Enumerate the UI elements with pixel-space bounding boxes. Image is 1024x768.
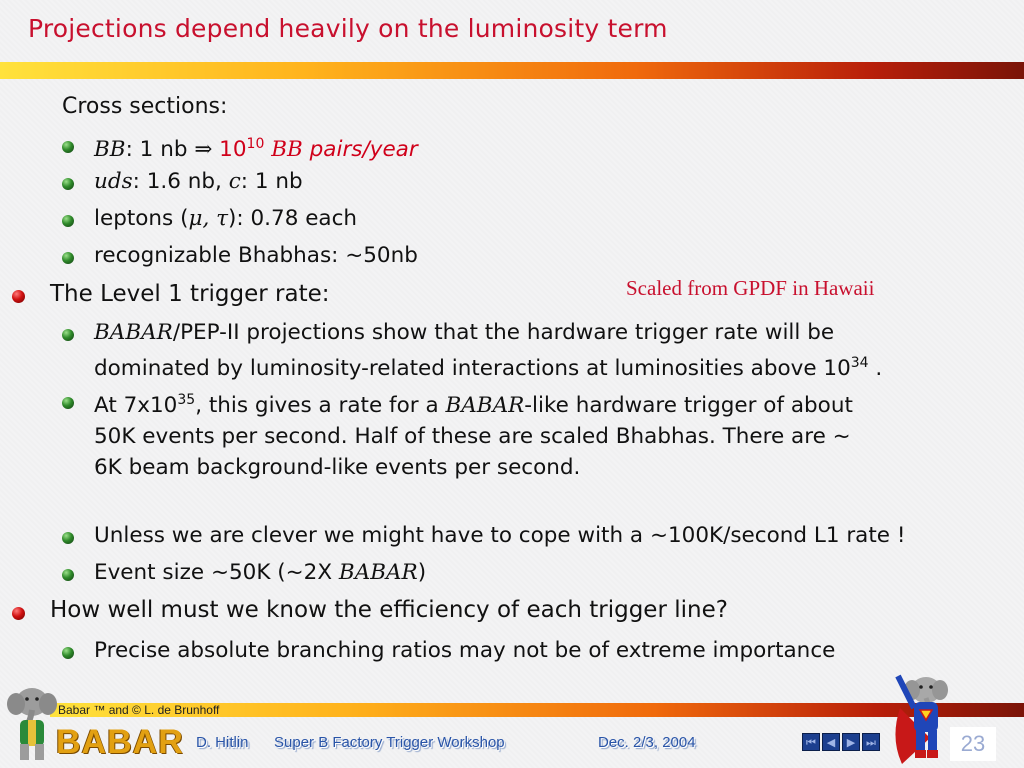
efficiency-heading: How well must we know the efficiency of each trigger line?	[50, 597, 728, 623]
rate-lead: At 7x10	[94, 393, 178, 419]
branching-paragraph: Precise absolute branching ratios may not be of extreme importance	[94, 638, 836, 663]
first-slide-button[interactable]: ⏮	[802, 733, 820, 751]
rate-exponent: 35	[177, 392, 196, 408]
luminosity-exponent: 34	[850, 355, 869, 371]
bb-pairs-label: pairs/year	[302, 137, 418, 163]
red-bullet-icon	[12, 290, 25, 303]
bb-symbol: BB	[94, 137, 126, 163]
projection-paragraph	[94, 317, 882, 384]
projection-line-2-end: .	[868, 356, 883, 382]
copyright-text: Babar ™ and © L. de Brunhoff	[58, 703, 220, 717]
bb-pairs-symbol: BB	[271, 137, 303, 163]
green-bullet-icon	[62, 569, 74, 581]
babar-name: BABAR	[94, 320, 173, 345]
scaled-note: Scaled from GPDF in Hawaii	[626, 276, 875, 300]
uds-value: : 1.6 nb,	[132, 169, 229, 194]
rate-mid: , this gives a rate for a	[195, 393, 446, 419]
event-size-lead: Event size ~50K (~2X	[94, 560, 339, 585]
slide-title: Projections depend heavily on the luminosity term	[28, 14, 668, 43]
superhero-elephant-icon	[890, 668, 956, 766]
bb-rate	[219, 137, 418, 162]
level1-heading: The Level 1 trigger rate:	[50, 281, 330, 307]
clever-paragraph: Unless we are clever we might have to cope with a ~100K/second L1 rate !	[94, 523, 906, 548]
leptons-label: leptons (	[94, 206, 189, 231]
projection-line-2: dominated by luminosity-related interactions at luminosities above 10	[94, 356, 851, 382]
lepton-symbols: μ, τ	[188, 206, 229, 231]
footer-event: Super B Factory Trigger Workshop	[274, 734, 505, 751]
previous-slide-button[interactable]: ◀	[822, 733, 840, 751]
green-bullet-icon	[62, 252, 74, 264]
babar-name: BABAR	[338, 560, 418, 585]
uds-symbol: uds	[94, 169, 133, 194]
next-slide-button[interactable]: ▶	[842, 733, 860, 751]
rate-line-3: 6K beam background-like events per second.	[94, 455, 581, 481]
c-value: : 1 nb	[240, 169, 303, 194]
bhabhas-cross-section: recognizable Bhabhas: ~50nb	[94, 243, 418, 268]
elephant-mascot-icon	[6, 684, 58, 762]
c-symbol: c	[228, 169, 241, 194]
title-divider	[0, 62, 1024, 79]
red-bullet-icon	[12, 607, 25, 620]
footer-date: Dec. 2/3, 2004	[598, 734, 696, 751]
leptons-cross-section	[94, 203, 357, 234]
green-bullet-icon	[62, 647, 74, 659]
babar-logo: BABAR	[56, 723, 184, 761]
projection-line-1: /PEP-II projections show that the hardware trigger rate will be	[172, 320, 835, 345]
green-bullet-icon	[62, 178, 74, 190]
green-bullet-icon	[62, 329, 74, 341]
babar-name: BABAR	[445, 393, 525, 419]
green-bullet-icon	[62, 215, 74, 227]
bb-rate-base: 10	[219, 137, 247, 163]
uds-cross-section	[94, 166, 303, 197]
bb-rate-exponent: 10	[246, 136, 265, 152]
green-bullet-icon	[62, 141, 74, 153]
bb-value: : 1 nb	[125, 137, 195, 163]
rate-tail: -like hardware trigger of about	[524, 393, 853, 419]
green-bullet-icon	[62, 397, 74, 409]
arrow-symbol: ⇒	[194, 137, 213, 163]
footer-author: D. Hitlin	[196, 734, 249, 751]
cross-sections-heading: Cross sections:	[62, 94, 228, 119]
slide-navigation	[802, 733, 880, 751]
green-bullet-icon	[62, 532, 74, 544]
last-slide-button[interactable]: ⏭	[862, 733, 880, 751]
event-size-tail: )	[417, 560, 427, 585]
page-number: 23	[950, 727, 996, 761]
event-size-paragraph	[94, 557, 426, 588]
rate-paragraph	[94, 385, 853, 483]
rate-line-2: 50K events per second. Half of these are scaled Bhabhas. There are ~	[94, 424, 851, 450]
bb-cross-section	[94, 129, 418, 165]
leptons-value: ): 0.78 each	[228, 206, 358, 231]
